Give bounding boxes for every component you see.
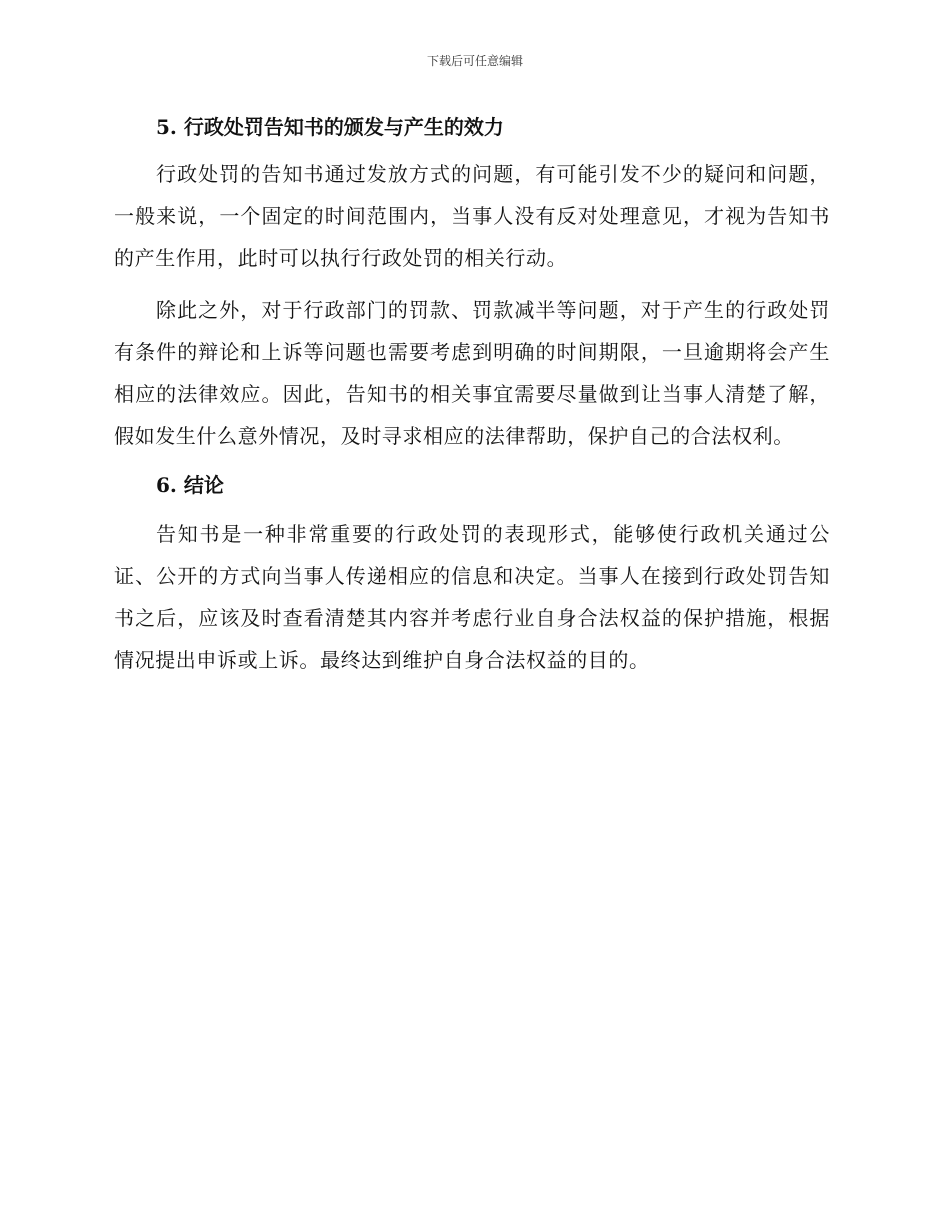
section-5-paragraph-1: 行政处罚的告知书通过发放方式的问题，有可能引发不少的疑问和问题，一般来说，一个固定的时间范围内，当事人没有反对处理意见，才视为告知书的产生作用，此时可以执行行政处罚的相关行动。 <box>114 162 830 270</box>
document-body <box>114 112 830 681</box>
section-5-paragraph-2: 除此之外，对于行政部门的罚款、罚款减半等问题，对于产生的行政处罚有条件的辩论和上诉等问题也需要考虑到明确的时间期限，一旦逾期将会产生相应的法律效应。因此，告知书的相关事宜需要尽量做到让当事人清楚了解，假如发生什么意外情况，及时寻求相应的法律帮助，保护自己的合法权利。 <box>114 298 830 448</box>
section-heading-5: 5. 行政处罚告知书的颁发与产生的效力 <box>156 115 504 139</box>
header-note: 下载后可任意编辑 <box>426 54 523 68</box>
section-6-paragraph-1: 告知书是一种非常重要的行政处罚的表现形式，能够使行政机关通过公证、公开的方式向当事人传递相应的信息和决定。当事人在接到行政处罚告知书之后，应该及时查看清楚其内容并考虑行业自身合法权益的保护措施，根据情况提出申诉或上诉。最终达到维护自身合法权益的目的。 <box>114 522 830 672</box>
section-heading-6: 6. 结论 <box>156 473 224 497</box>
